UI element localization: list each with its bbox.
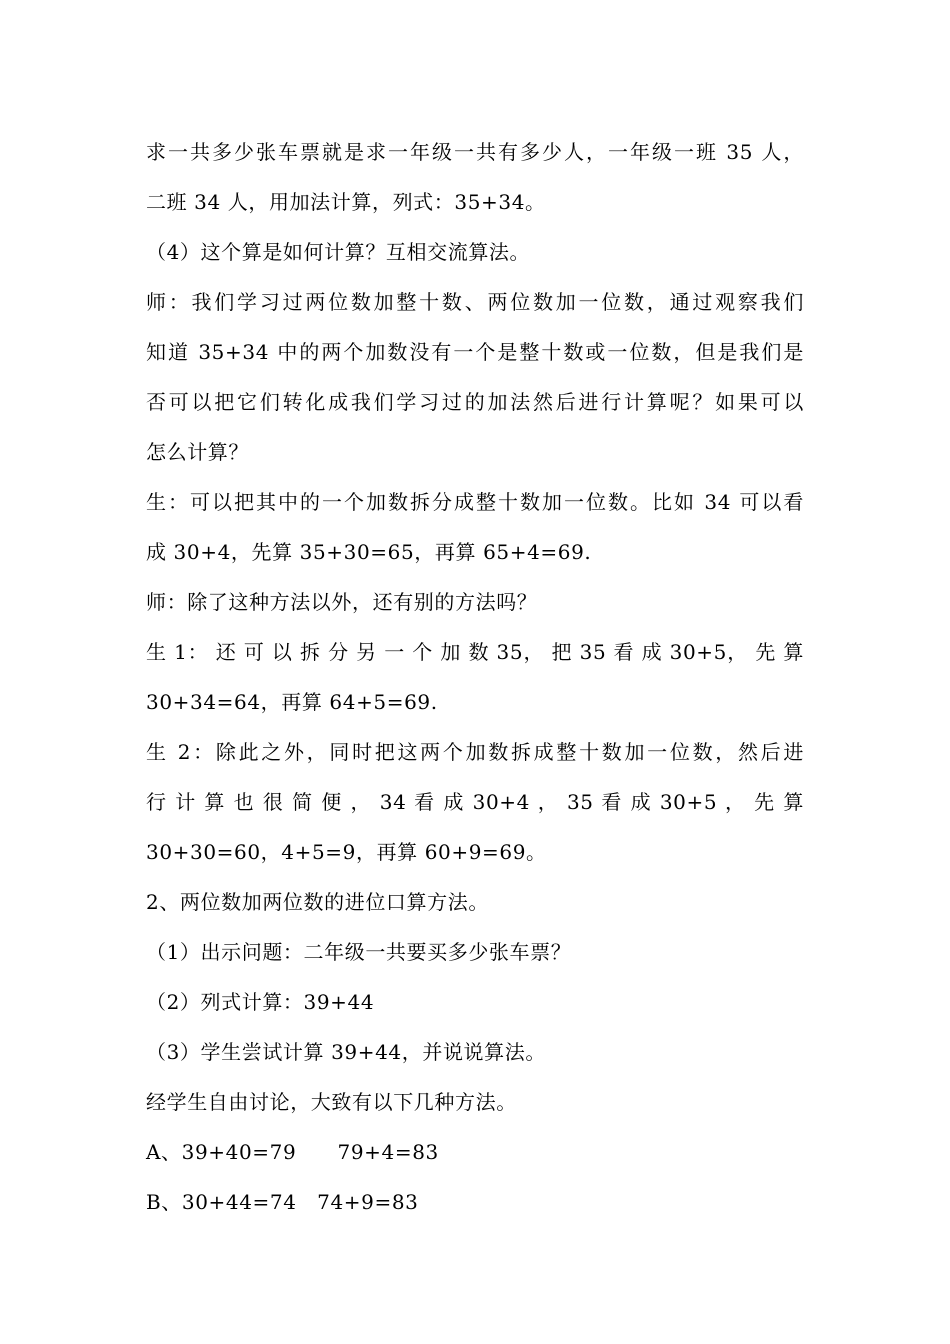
text-line-21: A、39+40=79 79+4=83 (146, 1140, 439, 1164)
text-line-18: （2）列式计算：39+44 (146, 990, 375, 1014)
text-line-19: （3）学生尝试计算 39+44，并说说算法。 (146, 1040, 546, 1064)
text-line-11: 生 1： 还 可 以 拆 分 另 一 个 加 数 35， 把 35 看 成 30+5， 先 算 (146, 640, 804, 664)
text-line-15: 30+30=60，4+5=9，再算 60+9=69。 (146, 840, 547, 864)
text-line-6: 否可以把它们转化成我们学习过的加法然后进行计算呢？如果可以 (146, 390, 804, 414)
text-line-14: 行 计 算 也 很 简 便 ， 34 看 成 30+4 ， 35 看 成 30+5 ， 先 算 (146, 790, 804, 814)
text-line-7: 怎么计算？ (146, 440, 249, 464)
text-line-12: 30+34=64，再算 64+5=69. (146, 690, 438, 714)
text-line-5: 知道 35+34 中的两个加数没有一个是整十数或一位数，但是我们是 (146, 340, 804, 364)
text-line-1: 求一共多少张车票就是求一年级一共有多少人，一年级一班 35 人， (146, 140, 804, 164)
text-line-13: 生 2：除此之外，同时把这两个加数拆成整十数加一位数，然后进 (146, 740, 804, 764)
text-line-16: 2、两位数加两位数的进位口算方法。 (146, 890, 489, 914)
text-line-8: 生：可以把其中的一个加数拆分成整十数加一位数。比如 34 可以看 (146, 490, 804, 514)
text-line-22: B、30+44=74 74+9=83 (146, 1190, 419, 1214)
text-line-3: （4）这个算是如何计算？互相交流算法。 (146, 240, 531, 264)
text-line-17: （1）出示问题：二年级一共要买多少张车票？ (146, 940, 572, 964)
text-line-4: 师：我们学习过两位数加整十数、两位数加一位数，通过观察我们 (146, 290, 804, 314)
text-line-2: 二班 34 人，用加法计算，列式：35+34。 (146, 190, 546, 214)
text-line-20: 经学生自由讨论，大致有以下几种方法。 (146, 1090, 517, 1114)
text-line-9: 成 30+4，先算 35+30=65，再算 65+4=69. (146, 540, 592, 564)
text-line-10: 师：除了这种方法以外，还有别的方法吗？ (146, 590, 538, 614)
